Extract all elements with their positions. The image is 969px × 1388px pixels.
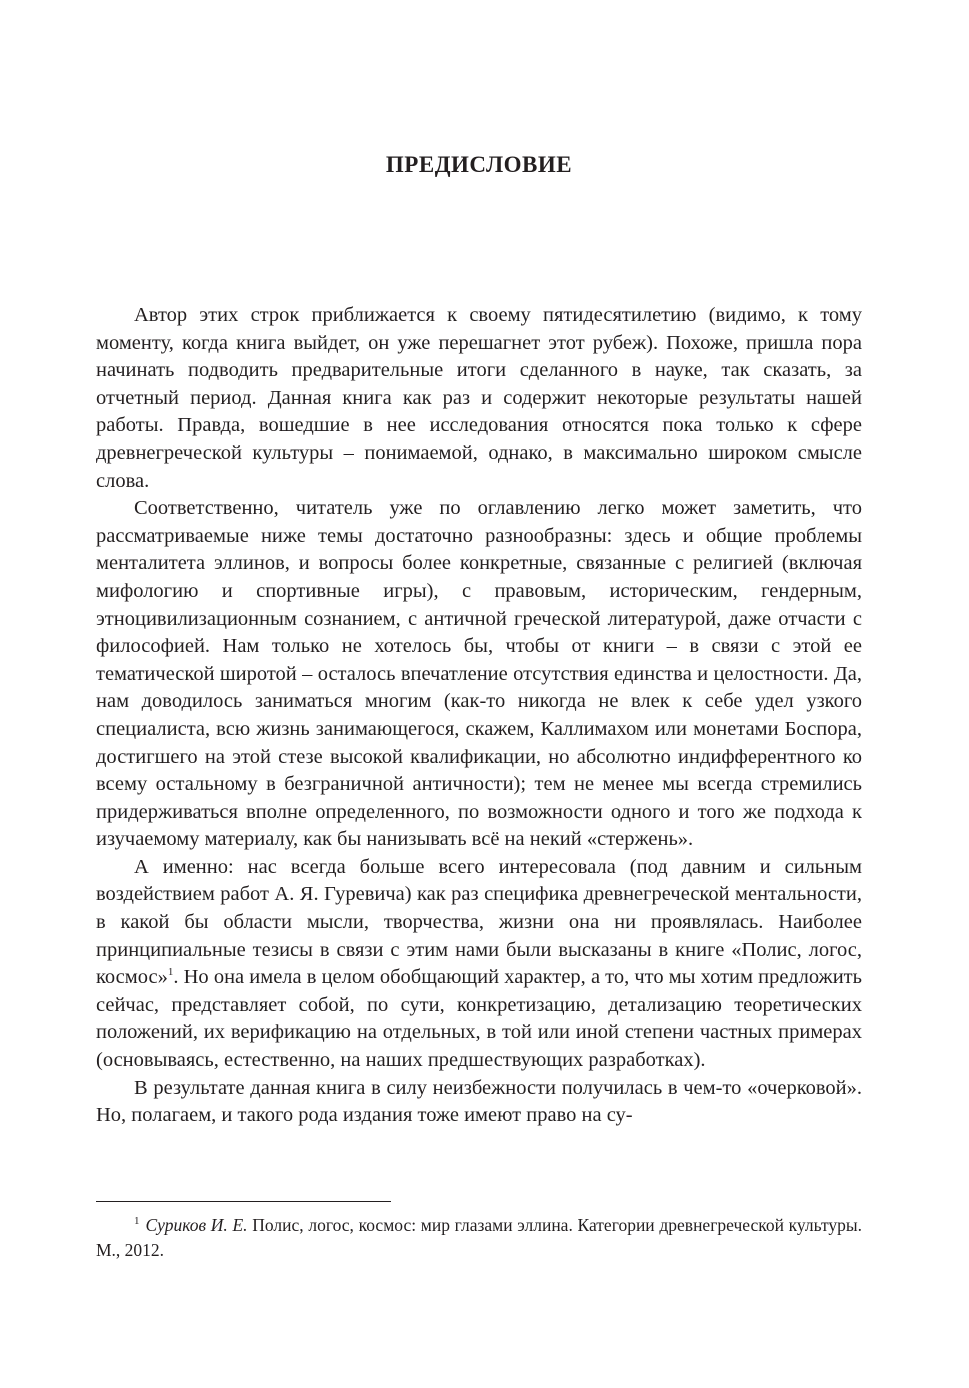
paragraph-3 <box>96 854 862 1075</box>
footnote-number: 1 <box>134 1215 140 1228</box>
body-text <box>96 302 862 1130</box>
paragraph-3-part-1: А именно: нас всегда больше всего интересовала (под давним и сильным воздействием работ А. Я. Гуревича) как раз специфика древнегреческой ментальности, в какой бы области мысли, творчества, жизни она ни проявлялась. Наиболее принципиальные тезисы в связи с этим нами были высказаны в книге «Полис, логос, космос» <box>96 855 862 989</box>
footnote-author: Суриков И. Е. <box>145 1215 248 1235</box>
page-title: ПРЕДИСЛОВИЕ <box>385 152 573 177</box>
book-page <box>96 0 862 1388</box>
footnote-reference: 1 <box>167 966 174 979</box>
paragraph-2: Соответственно, читатель уже по оглавлению легко может заметить, что рассматриваемые ниже темы достаточно разнообразны: здесь и общие проблемы менталитета эллинов, и вопросы более конкретные, связанные с религией (включая мифологию и спортивные игры), с правовым, историческим, гендерным, этноцивилизационным сознанием, с античной греческой литературой, даже отчасти с философией. Нам только не хотелось бы, чтобы от книги – в связи с этой ее тематической широтой – осталось впечатление отсутствия единства и целостности. Да, нам доводилось заниматься многим (как-то никогда не влек к себе удел узкого специалиста, всю жизнь занимающегося, скажем, Каллимахом или монетами Боспора, достигшего на этой стезе высокой квалификации, но абсолютно индифферентного ко всему остальному в безграничной античности); тем не менее мы всегда стремились придерживаться вполне определенного, по возможности одного и того же подхода к изучаемому материалу, как бы нанизывать всё на некий «стержень». <box>96 497 862 851</box>
paragraph-3-part-2: . Но она имела в целом обобщающий характер, а то, что мы хотим предложить сейчас, представляет собой, по сути, конкретизацию, детализацию теоретических положений, их верификацию на отдельных, в той или иной степени частных примерах (основываясь, естественно, на наших предшествующих разработках). <box>96 966 862 1072</box>
footnote-text: Полис, логос, космос: мир глазами эллина. Категории древнегреческой культуры. М., 2012. <box>96 1215 862 1260</box>
paragraph-4: В результате данная книга в силу неизбежности получилась в чем-то «очерковой». Но, полагаем, и такого рода издания тоже имеют право на су- <box>96 1076 862 1127</box>
footnote <box>96 1213 862 1263</box>
paragraph-1: Автор этих строк приближается к своему пятидесятилетию (видимо, к тому моменту, когда книга выйдет, он уже перешагнет этот рубеж). Похоже, пришла пора начинать подводить предварительные итоги сделанного в науке, так сказать, за отчетный период. Данная книга как раз и содержит некоторые результаты нашей работы. Правда, вошедшие в нее исследования относятся пока только к сфере древнегреческой культуры – понимаемой, однако, в максимально широком смысле слова. <box>96 304 862 492</box>
footnote-divider <box>96 1201 391 1202</box>
